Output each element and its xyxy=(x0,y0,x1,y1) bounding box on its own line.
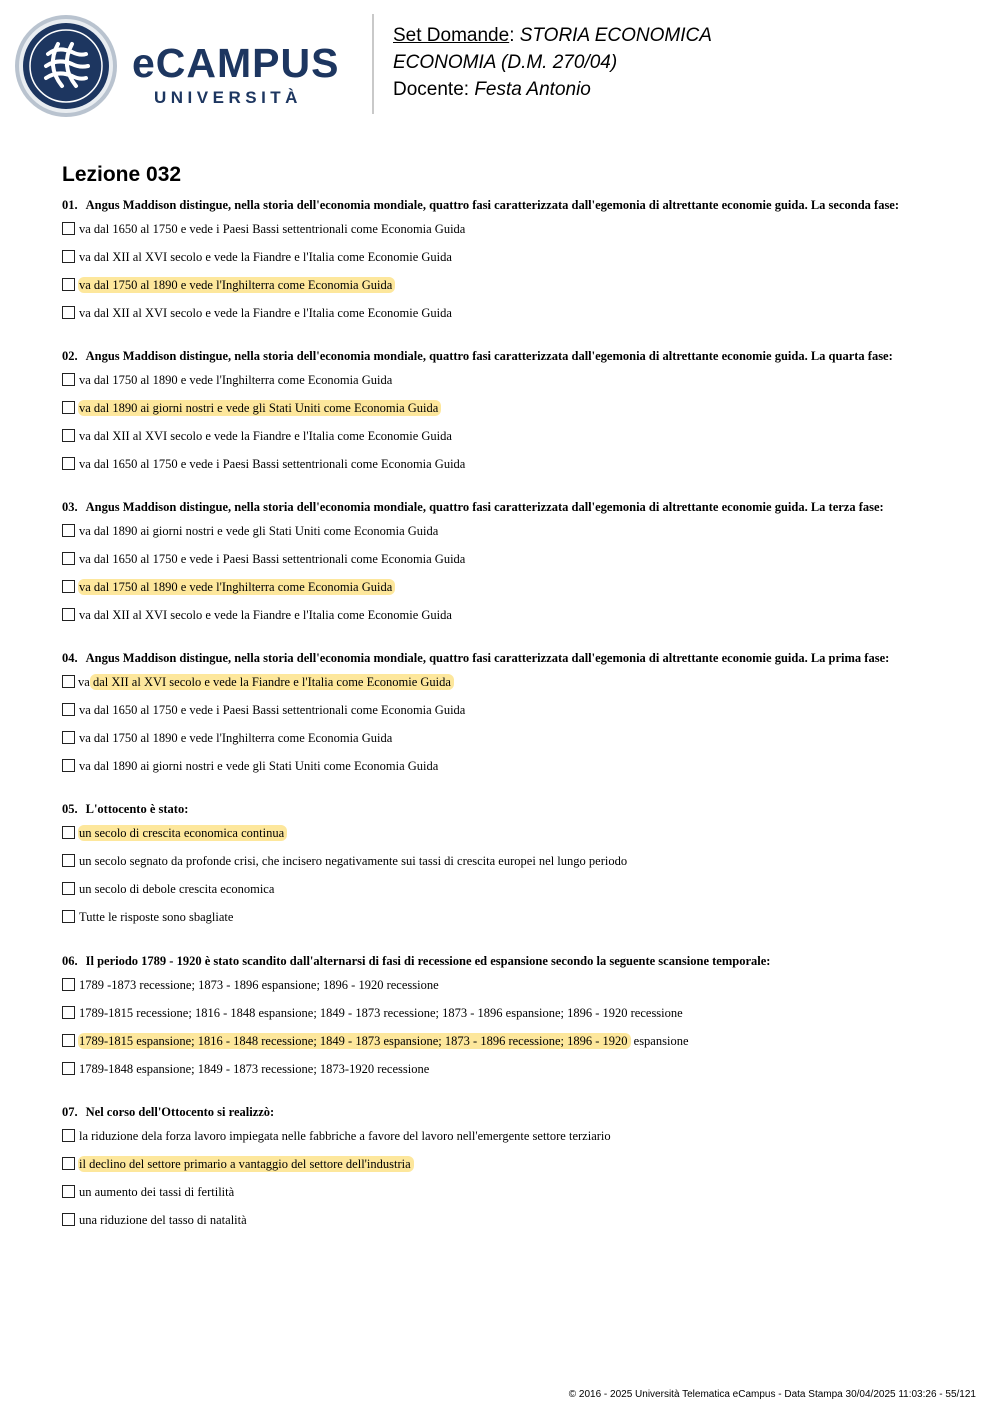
answer-option[interactable] xyxy=(62,702,962,730)
question-number: 03. xyxy=(62,500,78,514)
ecampus-wordmark xyxy=(132,40,362,112)
checkbox[interactable] xyxy=(62,731,75,744)
question-text xyxy=(62,953,962,969)
checkbox[interactable] xyxy=(62,854,75,867)
question-label: Angus Maddison distingue, nella storia dell'economia mondiale, quattro fasi caratterizzata dall'egemonia di altrettante economie guida. La terza fase: xyxy=(85,500,884,514)
brand-sub: UNIVERSITÀ xyxy=(154,88,302,107)
question-text xyxy=(62,499,962,515)
question-text xyxy=(62,650,962,666)
answer-option[interactable] xyxy=(62,1061,962,1089)
option-text: un aumento dei tassi di fertilità xyxy=(79,1185,235,1199)
question-label: Angus Maddison distingue, nella storia dell'economia mondiale, quattro fasi caratterizzata dall'egemonia di altrettante economie guida. La quarta fase: xyxy=(85,349,893,363)
option-text: va dal XII al XVI secolo e vede la Fiandre e l'Italia come Economie Guida xyxy=(79,250,452,264)
checkbox[interactable] xyxy=(62,401,75,414)
option-text: va dal 1750 al 1890 e vede l'Inghilterra come Economia Guida xyxy=(79,373,393,387)
answer-option[interactable] xyxy=(62,428,962,456)
checkbox[interactable] xyxy=(62,278,75,291)
answer-option[interactable] xyxy=(62,730,962,758)
option-text: 1789 -1873 recessione; 1873 - 1896 espansione; 1896 - 1920 recessione xyxy=(79,978,439,992)
answer-option[interactable] xyxy=(62,249,962,277)
checkbox[interactable] xyxy=(62,1129,75,1142)
option-text-highlighted: va dal 1890 ai giorni nostri e vede gli Stati Uniti come Economia Guida xyxy=(78,400,441,416)
question-number: 04. xyxy=(62,651,78,665)
answer-option[interactable] xyxy=(62,523,962,551)
answer-option[interactable] xyxy=(62,1156,962,1184)
checkbox[interactable] xyxy=(62,1034,75,1047)
option-text-highlighted: va dal 1750 al 1890 e vede l'Inghilterra come Economia Guida xyxy=(78,579,395,595)
question-number: 06. xyxy=(62,954,78,968)
option-text: va dal 1890 ai giorni nostri e vede gli Stati Uniti come Economia Guida xyxy=(79,524,439,538)
option-text: una riduzione del tasso di natalità xyxy=(79,1213,247,1227)
option-text: un secolo di debole crescita economica xyxy=(79,882,275,896)
question-number: 07. xyxy=(62,1105,78,1119)
checkbox[interactable] xyxy=(62,1185,75,1198)
question-number: 02. xyxy=(62,349,78,363)
answer-option[interactable] xyxy=(62,909,962,937)
answer-option[interactable] xyxy=(62,853,962,881)
option-text-highlighted: dal XII al XVI secolo e vede la Fiandre e l'Italia come Economie Guida xyxy=(90,674,454,690)
docente-line xyxy=(393,76,712,103)
checkbox[interactable] xyxy=(62,703,75,716)
question-block xyxy=(62,499,962,635)
answer-option[interactable] xyxy=(62,1033,962,1061)
question-label: L'ottocento è stato: xyxy=(85,802,189,816)
option-text: espansione xyxy=(630,1034,689,1048)
answer-option[interactable] xyxy=(62,372,962,400)
checkbox[interactable] xyxy=(62,910,75,923)
question-label: Angus Maddison distingue, nella storia dell'economia mondiale, quattro fasi caratterizzata dall'egemonia di altrettante economie guida. La seconda fase: xyxy=(85,198,900,212)
checkbox[interactable] xyxy=(62,429,75,442)
question-text xyxy=(62,1104,962,1120)
option-text: 1789-1848 espansione; 1849 - 1873 recessione; 1873-1920 recessione xyxy=(79,1062,430,1076)
checkbox[interactable] xyxy=(62,826,75,839)
checkbox[interactable] xyxy=(62,1062,75,1075)
question-text xyxy=(62,197,962,213)
option-text: va dal 1650 al 1750 e vede i Paesi Bassi settentrionali come Economia Guida xyxy=(79,457,466,471)
answer-option[interactable] xyxy=(62,1005,962,1033)
checkbox[interactable] xyxy=(62,759,75,772)
option-text-highlighted: un secolo di crescita economica continua xyxy=(78,825,287,841)
checkbox[interactable] xyxy=(62,250,75,263)
docente-label: Docente: xyxy=(393,79,470,100)
checkbox[interactable] xyxy=(62,1006,75,1019)
option-text-highlighted: il declino del settore primario a vantaggio del settore dell'industria xyxy=(78,1156,414,1172)
answer-option[interactable] xyxy=(62,1212,962,1240)
option-text-prefix: va xyxy=(78,675,90,689)
brand-main: eCAMPUS xyxy=(132,40,340,86)
header-info xyxy=(393,22,712,103)
answer-option[interactable] xyxy=(62,456,962,484)
answer-option[interactable] xyxy=(62,758,962,786)
option-text: va dal XII al XVI secolo e vede la Fiandre e l'Italia come Economie Guida xyxy=(79,429,452,443)
question-text xyxy=(62,801,962,817)
checkbox[interactable] xyxy=(62,675,75,688)
checkbox[interactable] xyxy=(62,222,75,235)
answer-option[interactable] xyxy=(62,400,962,428)
option-text: 1789-1815 recessione; 1816 - 1848 espansione; 1849 - 1873 recessione; 1873 - 1896 espansione; 1896 - 1920 recessione xyxy=(79,1006,683,1020)
answer-option[interactable] xyxy=(62,305,962,333)
option-text: va dal 1650 al 1750 e vede i Paesi Bassi settentrionali come Economia Guida xyxy=(79,552,466,566)
docente-name: Festa Antonio xyxy=(474,79,591,100)
set-title-1: STORIA ECONOMICA xyxy=(519,25,712,46)
checkbox[interactable] xyxy=(62,373,75,386)
option-text: va dal XII al XVI secolo e vede la Fiandre e l'Italia come Economie Guida xyxy=(79,608,452,622)
question-block xyxy=(62,348,962,484)
lesson-title: Lezione 032 xyxy=(62,163,182,186)
option-text: va dal XII al XVI secolo e vede la Fiandre e l'Italia come Economie Guida xyxy=(79,306,452,320)
answer-option[interactable] xyxy=(62,607,962,635)
checkbox[interactable] xyxy=(62,608,75,621)
question-label: Nel corso dell'Ottocento si realizzò: xyxy=(85,1105,275,1119)
page-footer: © 2016 - 2025 Università Telematica eCampus - Data Stampa 30/04/2025 11:03:26 - 55/121 xyxy=(568,1389,976,1400)
option-text: un secolo segnato da profonde crisi, che incisero negativamente sui tassi di crescita europei nel lungo periodo xyxy=(79,854,628,868)
checkbox[interactable] xyxy=(62,1213,75,1226)
option-text: va dal 1650 al 1750 e vede i Paesi Bassi settentrionali come Economia Guida xyxy=(79,703,466,717)
checkbox[interactable] xyxy=(62,552,75,565)
set-title-line1: Set Domande: STORIA ECONOMICA xyxy=(393,25,712,46)
checkbox[interactable] xyxy=(62,457,75,470)
answer-option[interactable] xyxy=(62,277,962,305)
answer-option[interactable] xyxy=(62,551,962,579)
option-text: la riduzione dela forza lavoro impiegata nelle fabbriche a favore del lavoro nell'emergente settore terziario xyxy=(79,1129,611,1143)
checkbox[interactable] xyxy=(62,580,75,593)
question-label: Angus Maddison distingue, nella storia dell'economia mondiale, quattro fasi caratterizzata dall'egemonia di altrettante economie guida. La prima fase: xyxy=(85,651,890,665)
option-text: va dal 1650 al 1750 e vede i Paesi Bassi settentrionali come Economia Guida xyxy=(79,222,466,236)
question-block xyxy=(62,801,962,937)
answer-option[interactable] xyxy=(62,1184,962,1212)
question-number: 05. xyxy=(62,802,78,816)
checkbox[interactable] xyxy=(62,882,75,895)
question-block xyxy=(62,953,962,1089)
checkbox[interactable] xyxy=(62,978,75,991)
question-block xyxy=(62,1104,962,1240)
question-block xyxy=(62,650,962,786)
checkbox[interactable] xyxy=(62,306,75,319)
checkbox[interactable] xyxy=(62,1157,75,1170)
option-text: Tutte le risposte sono sbagliate xyxy=(79,910,234,924)
set-title-line2: ECONOMIA (D.M. 270/04) xyxy=(393,52,618,73)
answer-option[interactable] xyxy=(62,881,962,909)
answer-option[interactable] xyxy=(62,579,962,607)
ecampus-seal-logo xyxy=(14,14,118,118)
answer-option[interactable] xyxy=(62,674,962,702)
header-divider xyxy=(372,14,374,114)
checkbox[interactable] xyxy=(62,524,75,537)
answer-option[interactable] xyxy=(62,1128,962,1156)
answer-option[interactable] xyxy=(62,825,962,853)
option-text-highlighted: va dal 1750 al 1890 e vede l'Inghilterra come Economia Guida xyxy=(78,277,395,293)
set-label: Set Domande xyxy=(393,25,510,46)
answer-option[interactable] xyxy=(62,977,962,1005)
question-number: 01. xyxy=(62,198,78,212)
option-text-highlighted: 1789-1815 espansione; 1816 - 1848 recessione; 1849 - 1873 espansione; 1873 - 1896 recessione; 1896 - 1920 xyxy=(78,1033,631,1049)
document-header xyxy=(0,0,1000,130)
option-text: va dal 1750 al 1890 e vede l'Inghilterra come Economia Guida xyxy=(79,731,393,745)
question-block xyxy=(62,197,962,333)
question-text xyxy=(62,348,962,364)
option-text: va dal 1890 ai giorni nostri e vede gli Stati Uniti come Economia Guida xyxy=(79,759,439,773)
answer-option[interactable] xyxy=(62,221,962,249)
question-label: Il periodo 1789 - 1920 è stato scandito dall'alternarsi di fasi di recessione ed espansione secondo la seguente scansione temporale: xyxy=(85,954,771,968)
